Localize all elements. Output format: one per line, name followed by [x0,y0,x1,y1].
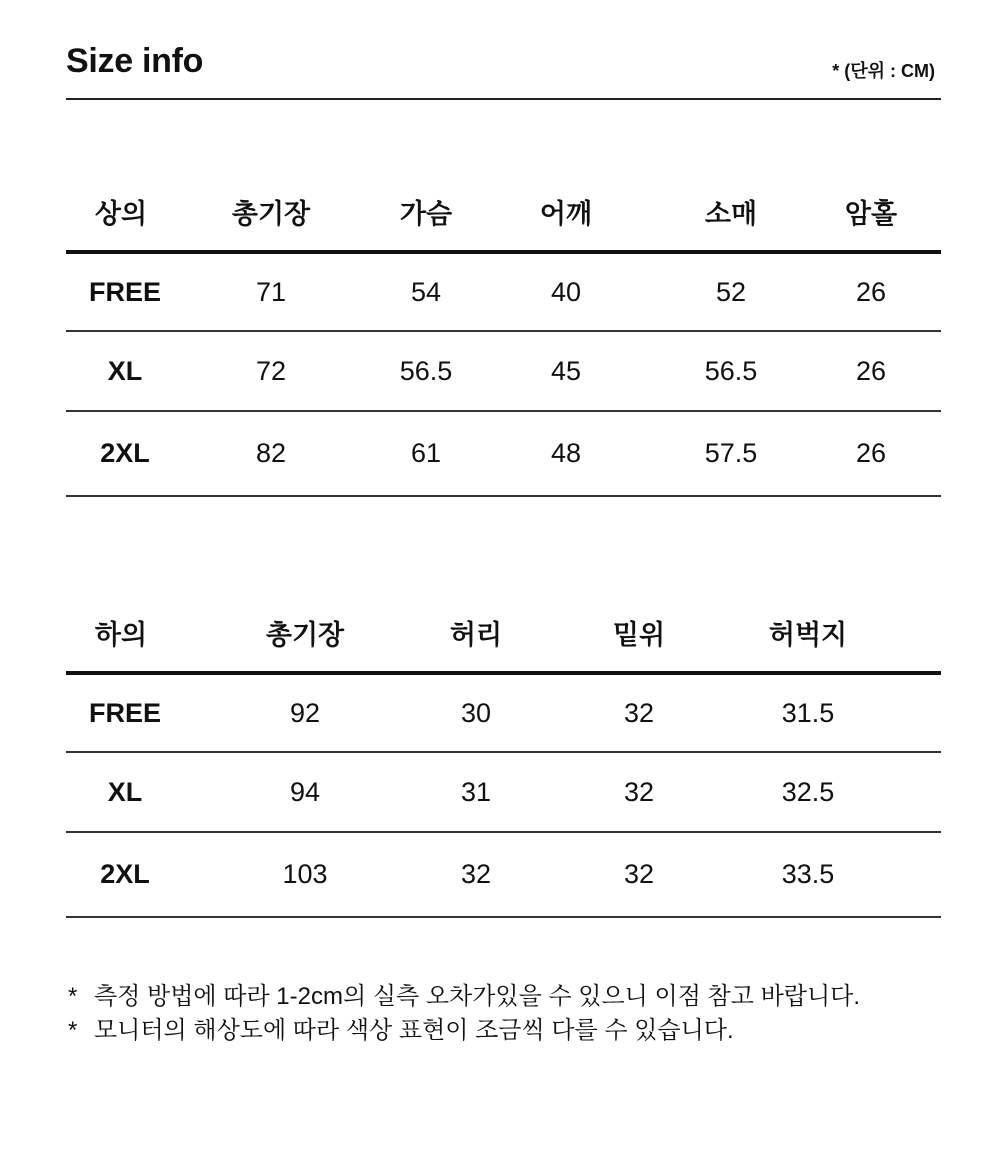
tops-col-category: 상의 [94,198,148,229]
tops-chest-value: 54 [410,276,442,307]
tops-sleeve-value: 57.5 [704,438,758,468]
size-label: 2XL [100,438,150,468]
bottoms-size-table [66,593,941,918]
tops-shoulder-value: 45 [550,355,582,386]
bottoms-col-rise: 밑위 [612,619,666,650]
bottoms-waist-value: 31 [460,776,492,807]
table-row [66,833,941,918]
bottoms-thigh-value: 31.5 [781,697,835,728]
tops-length-value: 72 [255,355,287,386]
tops-size-table [66,172,941,497]
size-label: 2XL [100,859,150,889]
note-text: 측정 방법에 따라 1-2cm의 실측 오차가있을 수 있으니 이점 참고 바랍니다. [94,983,860,1010]
bottoms-length-value: 94 [289,776,321,807]
tops-length-value: 82 [255,438,287,468]
bottoms-rise-value: 32 [623,776,655,807]
note-monitor-color [68,1014,948,1048]
bottoms-waist-value: 30 [460,697,492,728]
table-row [66,412,941,497]
bottoms-col-waist: 허리 [449,619,503,650]
bottoms-header-row [66,593,941,675]
bottoms-col-thigh: 허벅지 [768,619,848,650]
bottoms-length-value: 92 [289,697,321,728]
tops-col-armhole: 암홀 [844,198,898,229]
tops-col-shoulder: 어깨 [539,198,593,229]
size-label: FREE [88,276,161,307]
tops-col-sleeve: 소매 [704,198,758,229]
bottoms-thigh-value: 33.5 [781,859,835,889]
page-title: Size info [66,42,204,80]
table-row [66,675,941,753]
size-label: FREE [88,697,161,728]
size-label: XL [107,776,143,807]
size-label: XL [107,355,143,386]
bottoms-waist-value: 32 [460,859,492,889]
tops-chest-value: 56.5 [399,355,453,386]
tops-armhole-value: 26 [855,276,887,307]
tops-col-length: 총기장 [231,198,311,229]
bottoms-rise-value: 32 [623,697,655,728]
note-asterisk: * [68,983,78,1010]
bottoms-rise-value: 32 [623,859,655,889]
unit-note: * (단위 : CM) [832,61,935,81]
measurement-notes [68,980,948,1048]
note-measurement-error [68,980,948,1014]
size-info-header [66,40,941,100]
bottoms-length-value: 103 [282,859,328,889]
table-row [66,332,941,412]
note-text: 모니터의 해상도에 따라 색상 표현이 조금씩 다를 수 있습니다. [94,1017,734,1044]
tops-sleeve-value: 56.5 [704,355,758,386]
bottoms-thigh-value: 32.5 [781,776,835,807]
table-row [66,254,941,332]
tops-armhole-value: 26 [855,355,887,386]
tops-length-value: 71 [255,276,287,307]
tops-shoulder-value: 40 [550,276,582,307]
note-asterisk: * [68,1017,78,1044]
tops-col-chest: 가슴 [399,198,453,229]
bottoms-col-category: 하의 [94,619,148,650]
tops-chest-value: 61 [410,438,442,468]
tops-sleeve-value: 52 [715,276,747,307]
tops-shoulder-value: 48 [550,438,582,468]
tops-header-row [66,172,941,254]
tops-armhole-value: 26 [855,438,887,468]
table-row [66,753,941,833]
bottoms-col-length: 총기장 [265,619,345,650]
